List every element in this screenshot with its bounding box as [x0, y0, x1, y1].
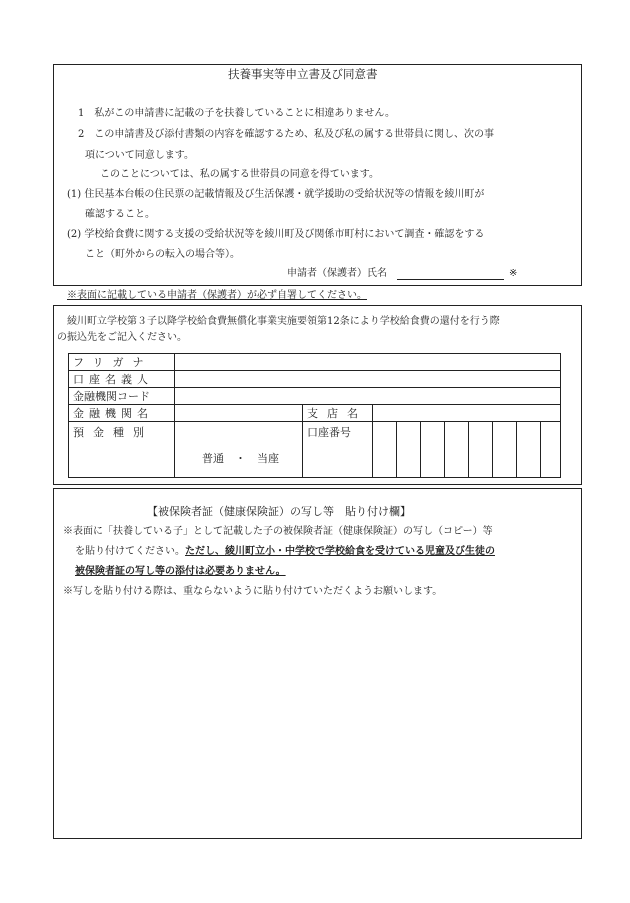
furigana-field[interactable] [175, 354, 561, 371]
signer-label: 申請者（保護者）氏名 [287, 268, 387, 279]
deposit-type-field[interactable]: 普通 ・ 当座 [175, 422, 303, 478]
account-number-digit[interactable] [469, 422, 493, 478]
holder-field[interactable] [175, 371, 561, 388]
furigana-label: フリガナ [69, 354, 175, 371]
account-number-digit[interactable] [445, 422, 469, 478]
holder-label: 口座名義人 [69, 371, 175, 388]
insurance-note-1-line3: 被保険者証の写し等の添付は必要ありません。 [75, 566, 286, 577]
branch-label: 支店名 [303, 405, 373, 422]
insurance-paste-section[interactable] [53, 488, 582, 839]
account-number-digit[interactable] [517, 422, 541, 478]
bank-name-label: 金融機関名 [69, 405, 175, 422]
signer-name-field[interactable] [397, 279, 504, 280]
branch-field[interactable] [373, 405, 561, 422]
sign-note: ※表面に記載している申請者（保護者）が必ず自署してください。 [67, 290, 367, 301]
consent-item-2-line3: このことについては、私の属する世帯員の同意を得ています。 [100, 169, 379, 180]
insurance-note-1-line1: ※表面に「扶養している子」として記載した子の被保険者証（健康保険証）の写し（コピー）等 [63, 526, 493, 537]
consent-item-2-line2: 項について同意します。 [85, 150, 194, 161]
insurance-title: 【被保険者証（健康保険証）の写し等 貼り付け欄】 [147, 505, 411, 518]
consent-sub-2-line1: (2) 学校給食費に関する支援の受給状況等を綾川町及び関係市町村において調査・確認をする [67, 229, 485, 240]
account-intro-line2: の振込先をご記入ください。 [57, 332, 187, 343]
bank-code-field[interactable] [175, 388, 561, 405]
consent-sub-1-line1: (1) 住民基本台帳の住民票の記載情報及び生活保護・就学援助の受給状況等の情報を綾川町が [67, 189, 485, 200]
insurance-note-2: ※写しを貼り付ける際は、重ならないように貼り付けていただくようお願いします。 [63, 586, 443, 597]
account-number-digit[interactable] [373, 422, 397, 478]
account-number-label: 口座番号 [303, 422, 373, 478]
account-number-digit[interactable] [421, 422, 445, 478]
consent-title: 扶養事実等申立書及び同意書 [228, 67, 378, 81]
account-number-digit[interactable] [541, 422, 561, 478]
insurance-note-1-line2: を貼り付けてください。ただし、綾川町立小・中学校で学校給食を受けている児童及び生徒の [75, 546, 495, 557]
consent-sub-1-line2: 確認すること。 [85, 209, 155, 220]
bank-name-field[interactable] [175, 405, 303, 422]
deposit-type-label: 預金種別 [69, 422, 175, 478]
consent-item-2-line1: 2 この申請書及び添付書類の内容を確認するため、私及び私の属する世帯員に関し、次の事 [78, 129, 494, 140]
account-number-digit[interactable] [493, 422, 517, 478]
account-number-digit[interactable] [397, 422, 421, 478]
account-intro-line1: 綾川町立学校第３子以降学校給食費無償化事業実施要領第12条により学校給食費の還付を行う際 [67, 316, 500, 327]
signer-mark: ※ [509, 268, 518, 279]
account-table [68, 353, 561, 478]
consent-item-1: 1 私がこの申請書に記載の子を扶養していることに相違ありません。 [78, 108, 395, 119]
consent-sub-2-line2: こと（町外からの転入の場合等）。 [85, 249, 240, 260]
bank-code-label: 金融機関コード [69, 388, 175, 405]
